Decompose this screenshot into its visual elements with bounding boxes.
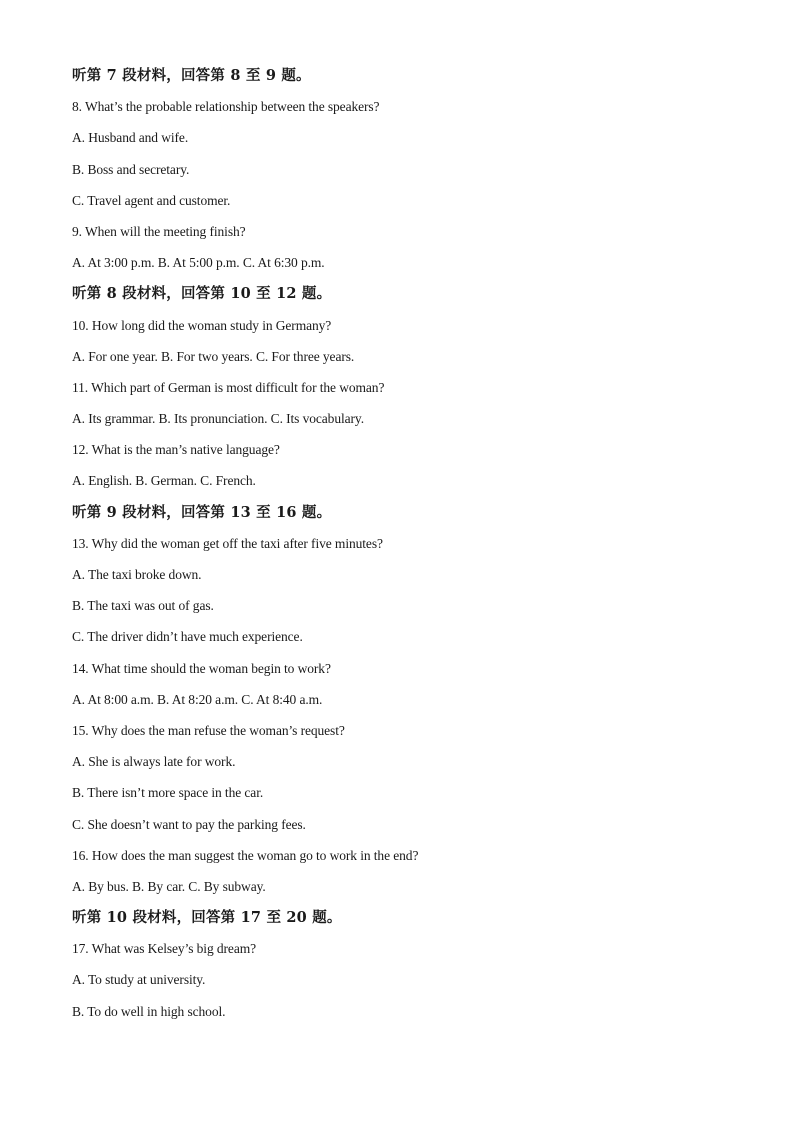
question-14-options: A. At 8:00 a.m. B. At 8:20 a.m. C. At 8:40 a.m.: [72, 691, 323, 707]
question-9-options: A. At 3:00 p.m. B. At 5:00 p.m. C. At 6:30 p.m.: [72, 255, 325, 271]
question-8-option-a: A. Husband and wife.: [72, 130, 189, 146]
question-17: 17. What was Kelsey’s big dream?: [72, 941, 257, 957]
question-12: 12. What is the man’s native language?: [72, 442, 280, 458]
question-10: 10. How long did the woman study in Germany?: [72, 317, 332, 333]
question-16: 16. How does the man suggest the woman go to work in the end?: [72, 847, 419, 863]
question-15-option-a: A. She is always late for work.: [72, 754, 236, 770]
question-11-options: A. Its grammar. B. Its pronunciation. C. Its vocabulary.: [72, 411, 364, 427]
question-13-option-c: C. The driver didn’t have much experience.: [72, 629, 303, 645]
question-8: 8. What’s the probable relationship between the speakers?: [72, 99, 380, 115]
question-15-option-c: C. She doesn’t want to pay the parking fees.: [72, 816, 306, 832]
question-10-options: A. For one year. B. For two years. C. For three years.: [72, 348, 355, 364]
section-header-8: 听第 8 段材料，回答第 10 至 12 题。: [72, 285, 332, 303]
question-16-options: A. By bus. B. By car. C. By subway.: [72, 878, 266, 894]
section-header-7: 听第 7 段材料，回答第 8 至 9 题。: [72, 67, 311, 84]
question-9: 9. When will the meeting finish?: [72, 223, 246, 239]
section-header-9: 听第 9 段材料，回答第 13 至 16 题。: [72, 503, 332, 521]
question-14: 14. What time should the woman begin to work?: [72, 660, 331, 676]
question-17-option-a: A. To study at university.: [72, 972, 206, 988]
question-15: 15. Why does the man refuse the woman’s request?: [72, 722, 345, 738]
question-12-options: A. English. B. German. C. French.: [72, 473, 256, 489]
question-13-option-b: B. The taxi was out of gas.: [72, 598, 214, 614]
question-13-option-a: A. The taxi broke down.: [72, 567, 202, 582]
section-header-10: 听第 10 段材料，回答第 17 至 20 题。: [72, 909, 342, 927]
question-17-option-b: B. To do well in high school.: [72, 1003, 226, 1019]
question-8-option-c: C. Travel agent and customer.: [72, 192, 231, 208]
question-15-option-b: B. There isn’t more space in the car.: [72, 785, 264, 801]
question-8-option-b: B. Boss and secretary.: [72, 161, 190, 177]
document-page: [72, 60, 732, 1027]
question-11: 11. Which part of German is most difficult for the woman?: [72, 379, 385, 395]
question-13: 13. Why did the woman get off the taxi after five minutes?: [72, 535, 383, 551]
